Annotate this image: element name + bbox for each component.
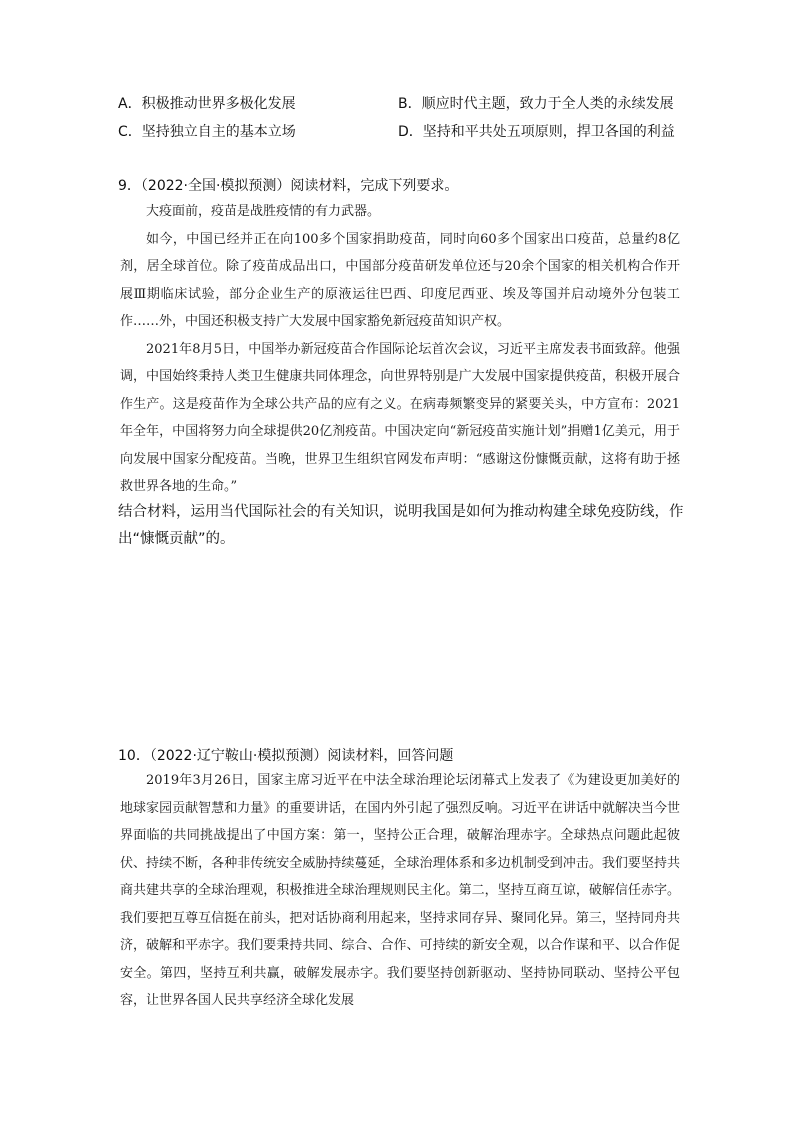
option-c: C．坚持独立自主的基本立场: [118, 124, 296, 140]
material-paragraph: 如今，中国已经并正在向100多个国家捐助疫苗，同时向60多个国家出口疫苗，总量约8亿剂，居全球首位。除了疫苗成品出口，中国部分疫苗研发单位还与20余个国家的相关机构合作开展Ⅲ期临床试验，部分企业生产的原液运往巴西、印度尼西亚、埃及等国并启动境外分包装工作……外，中国还积极支持广大发展中国家豁免新冠疫苗知识产权。: [120, 231, 680, 329]
question-10-material: [120, 767, 680, 1015]
task-text: 结合材料，运用当代国际社会的有关知识，说明我国是如何为推动构建全球免疫防线，作出“慷慨贡献”的。: [118, 504, 684, 547]
question-10-header: 10．（2022·辽宁鞍山·模拟预测）阅读材料，回答问题: [118, 748, 454, 764]
question-9-material: [120, 198, 680, 501]
material-paragraph: 2021年8月5日，中国举办新冠疫苗合作国际论坛首次会议，习近平主席发表书面致辞。他强调，中国始终秉持人类卫生健康共同体理念，向世界特别是广大发展中国家提供疫苗，积极开展合作生产。这是疫苗作为全球公共产品的应有之义。在病毒频繁变异的紧要关头，中方宣布：2021年全年，中国将努力向全球提供20亿剂疫苗。中国决定向“新冠疫苗实施计划”捐赠1亿美元，用于向发展中国家分配疫苗。当晚，世界卫生组织官网发布声明：“感谢这份慷慨贡献，这将有助于拯救世界各地的生命。”: [120, 341, 680, 494]
option-b: B．顺应时代主题，致力于全人类的永续发展: [398, 96, 674, 112]
question-9-task: [118, 499, 688, 553]
option-d: D．坚持和平共处五项原则，捍卫各国的利益: [398, 124, 675, 140]
option-a: A．积极推动世界多极化发展: [118, 96, 296, 112]
material-paragraph: 大疫面前，疫苗是战胜疫情的有力武器。: [146, 204, 381, 219]
question-9-header: 9．（2022·全国·模拟预测）阅读材料，完成下列要求。: [118, 178, 459, 194]
material-paragraph: 2019年3月26日，国家主席习近平在中法全球治理论坛闭幕式上发表了《为建设更加美好的地球家园贡献智慧和力量》的重要讲话，在国内外引起了强烈反响。习近平在讲话中就解决当今世界面临的共同挑战提出了中国方案：第一，坚持公正合理，破解治理赤字。全球热点问题此起彼伏、持续不断，各种非传统安全威胁持续蔓延，全球治理体系和多边机制受到冲击。我们要坚持共商共建共享的全球治理观，积极推进全球治理规则民主化。第二，坚持互商互谅，破解信任赤字。我们要把互尊互信挺在前头，把对话协商利用起来，坚持求同存异、聚同化异。第三，坚持同舟共济，破解和平赤字。我们要秉持共同、综合、合作、可持续的新安全观，以合作谋和平、以合作促安全。第四，坚持互利共赢，破解发展赤字。我们要坚持创新驱动、坚持协同联动、坚持公平包容，让世界各国人民共享经济全球化发展: [120, 773, 680, 1008]
